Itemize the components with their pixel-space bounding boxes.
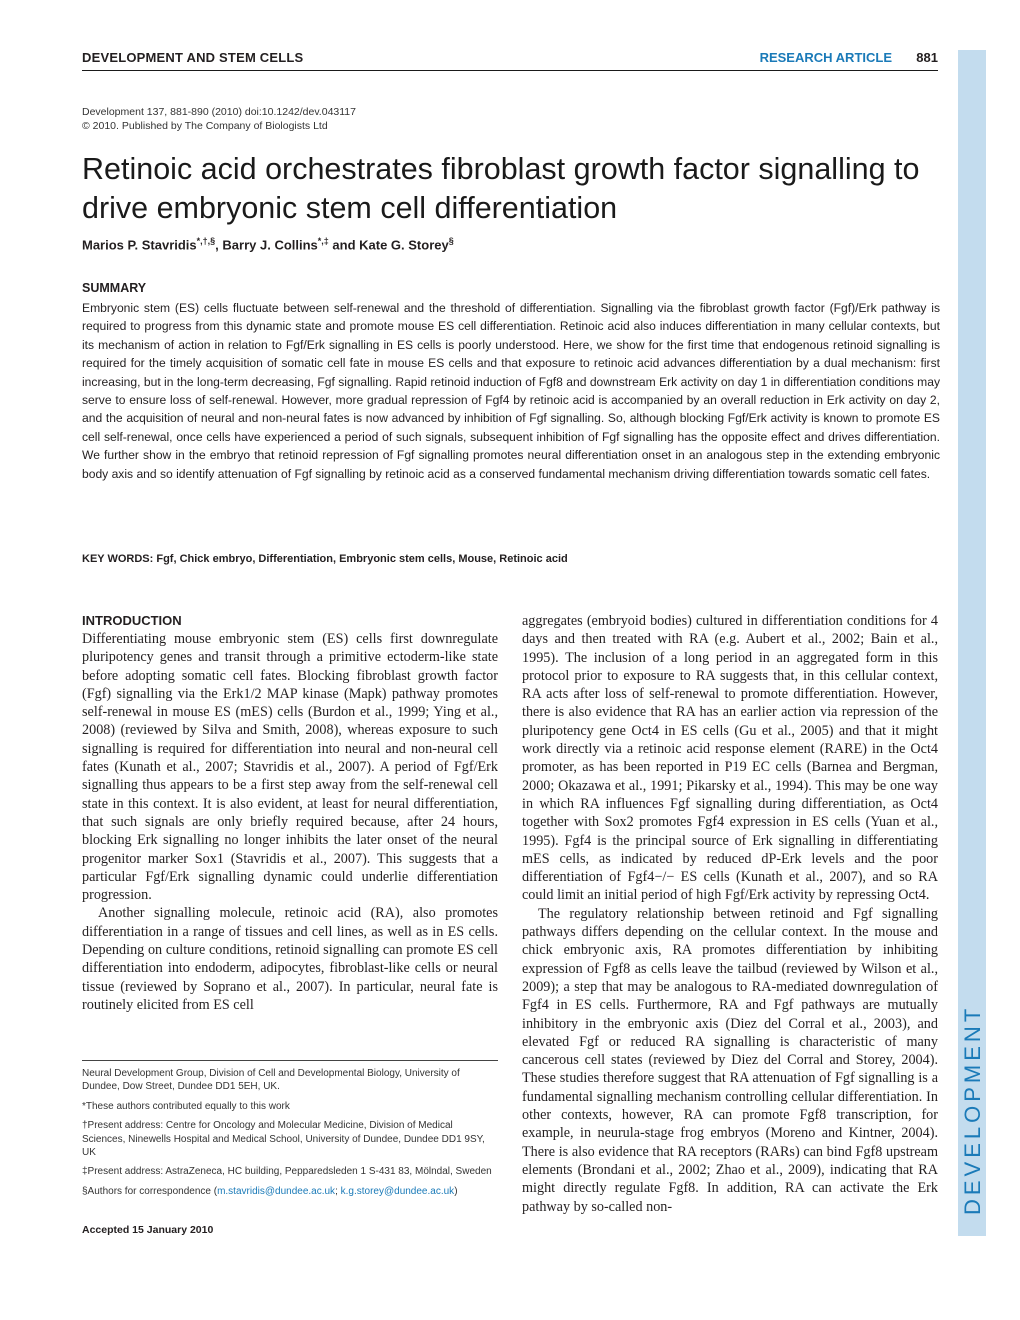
author-list xyxy=(82,236,454,252)
keywords: KEY WORDS: Fgf, Chick embryo, Differentiation, Embryonic stem cells, Mouse, Retinoic acid xyxy=(82,553,568,565)
email-link[interactable]: m.stavridis@dundee.ac.uk xyxy=(217,1185,336,1197)
page-number: 881 xyxy=(916,50,938,65)
author-marks: § xyxy=(448,236,454,246)
summary-heading: SUMMARY xyxy=(82,281,147,295)
correspondence xyxy=(82,1185,498,1198)
accepted-date: Accepted 15 January 2010 xyxy=(82,1224,214,1236)
author-separator: and xyxy=(328,237,360,253)
author-name: Marios P. Stavridis xyxy=(82,237,197,253)
article-title: Retinoic acid orchestrates fibroblast growth factor signalling to drive embryonic stem cell differentiation xyxy=(82,152,920,225)
paragraph: The regulatory relationship between retinoid and Fgf signalling pathways differs depending on the cellular context. In the mouse and chick embryonic axis, RA promotes differentiation by inhibiting expression of Fgf8 as cells leave the tailbud (reviewed by Wilson et al., 2009); a step that may be analogous to RA-mediated downregulation of Fgf4 in ES cells. Furthermore, RA and Fgf pathways are mutually inhibitory in the embryonic axis (Diez del Corral et al., 2003), and elevated Fgf or reduced RA signalling is characteristic of many cancerous cell states (reviewed by Diez del Corral and Storey, 2004). These studies therefore suggest that RA attenuation of Fgf signalling is a fundamental signalling mechanism controlling cellular differentiation. In other contexts, however, RA can promote Fgf8 transcription, for example, in neurula-stage frog embryos (Moreno and Kintner, 2004). There is also evidence that RA receptors (RARs) can bind Fgf8 upstream elements (Brondani et al., 2002; Zhao et al., 2009), indicating that RA might directly regulate Fgf8. In addition, RA can activate the Erk pathway by so-called non- xyxy=(522,905,938,1215)
correspondence-label: §Authors for correspondence ( xyxy=(82,1185,218,1197)
footnote: *These authors contributed equally to this work xyxy=(82,1100,290,1112)
footnote: †Present address: Centre for Oncology and Molecular Medicine, Division of Medical Sciences, Ninewells Hospital and Medical School, University of Dundee, Dundee DD1 9SY, UK xyxy=(82,1120,485,1159)
introduction-heading: INTRODUCTION xyxy=(82,613,182,628)
email-link[interactable]: k.g.storey@dundee.ac.uk xyxy=(340,1185,455,1197)
author-name: Kate G. Storey xyxy=(359,237,449,253)
copyright-line: © 2010. Published by The Company of Biologists Ltd xyxy=(82,120,328,132)
affiliation: Neural Development Group, Division of Cell and Developmental Biology, University of Dundee, Dow Street, Dundee DD1 5EH, UK. xyxy=(82,1068,460,1093)
journal-section: DEVELOPMENT AND STEM CELLS xyxy=(82,50,304,65)
paragraph: Differentiating mouse embryonic stem (ES) cells first downregulate pluripotency genes and transit through a primitive ectoderm-like state before adopting somatic cell fates. Blocking fibroblast growth factor (Fgf) signalling via the Erk1/2 MAP kinase (Mapk) pathway promotes self-renewal in mouse ES (mES) cells (Burdon et al., 1999; Ying et al., 2008) (reviewed by Silva and Smith, 2008), whereas exposure to such signalling is required for differentiation into neural and non-neural cell fates (Kunath et al., 2007; Stavridis et al., 2007). A period of Fgf/Erk signalling thus appears to be a first step away from the self-renewal cell state in this context. It is also evident, at least for neural differentiation, that such signals are only briefly required because, after 24 hours, blocking Erk signalling no longer inhibits the later onset of the neural progenitor marker Sox1 (Stavridis et al., 2007). This suggests that a particular Fgf/Erk signalling dynamic could underlie differentiation progression. xyxy=(82,631,498,904)
citation-line: Development 137, 881-890 (2010) doi:10.1242/dev.043117 xyxy=(82,106,356,118)
right-column xyxy=(522,612,938,1216)
footnotes xyxy=(82,1067,498,1204)
summary-text: Embryonic stem (ES) cells fluctuate between self-renewal and the threshold of differentiation. Signalling via the fibroblast growth factor (Fgf)/Erk pathway is required to progress from this dynamic state and promote mouse ES cell differentiation. Retinoic acid also induces differentiation in many cellular contexts, but its mechanism of action in relation to Fgf/Erk signalling in ES cells is poorly understood. Here, we show for the first time that endogenous retinoid signalling is required for the timely acquisition of somatic cell fate in mouse ES cells and that exposure to retinoic acid advances differentiation by a dual mechanism: first increasing, but in the long-term decreasing, Fgf signalling. Rapid retinoid induction of Fgf8 and downstream Erk activity on day 1 in differentiation conditions may serve to ensure loss of self-renewal. However, more gradual repression of Fgf4 by retinoic acid is accompanied by an overall reduction in Erk activity on day 2, and the acquisition of neural and non-neural fates is now advanced by inhibition of Fgf signalling. So, although blocking Fgf/Erk activity is known to promote ES cell self-renewal, once cells have experienced a period of such signals, subsequent inhibition of Fgf signalling has the opposite effect and drives differentiation. We further show in the embryo that retinoid repression of Fgf signalling promotes neural differentiation onset in an analogous step in the extending embryonic body axis and so identify attenuation of Fgf signalling by retinoic acid as a conserved fundamental mechanism driving differentiation towards somatic cell fates. xyxy=(82,301,940,481)
article-type: RESEARCH ARTICLE xyxy=(759,50,892,65)
correspondence-close: ) xyxy=(454,1185,458,1197)
left-column xyxy=(82,612,498,1014)
author-name: Barry J. Collins xyxy=(222,237,318,253)
side-label: DEVELOPMENT xyxy=(960,1004,985,1215)
footnote: ‡Present address: AstraZeneca, HC building, Pepparedsleden 1 S-431 83, Mölndal, Sweden xyxy=(82,1166,492,1178)
author-marks: *,†,§ xyxy=(196,236,216,246)
author-separator: , xyxy=(215,237,223,253)
citation xyxy=(82,105,356,133)
paragraph: aggregates (embryoid bodies) cultured in differentiation conditions for 4 days and then treated with RA (e.g. Aubert et al., 2002; Bain et al., 1995). The inclusion of a long period in an aggregated form in this protocol prior to exposure to RA suggests that, in this cellular context, RA acts after loss of self-renewal to promote differentiation. However, there is also evidence that RA has an earlier action via repression of the pluripotency gene Oct4 in ES cells (Gu et al., 2005) and that it might work directly via a retinoic acid response element (RARE) in the Oct4 promoter, as has been reported in P19 EC cells (Barnea and Bergman, 2000; Okazawa et al., 1991; Pikarsky et al., 1994). This may be one way in which RA influences Fgf signalling during differentiation, as Oct4 together with Sox2 promotes Fgf4 expression in ES cells (Yuan et al., 1995). Fgf4 is the principal source of Erk signalling in differentiating mES cells, as indicated by reduced dP-Erk levels and the poor differentiation of Fgf4−/− ES cells (Kunath et al., 2007), and so RA could limit an initial period of high Fgf/Erk activity by repressing Oct4. xyxy=(522,613,938,904)
paragraph: Another signalling molecule, retinoic acid (RA), also promotes differentiation in a range of tissues and cell lines, as well as in ES cells. Depending on culture conditions, retinoid signalling can promote ES cell differentiation into endoderm, adipocytes, fibroblast-like cells or neural tissue (reviewed by Soprano et al., 2007). In particular, neural fate is routinely elicited from ES cell xyxy=(82,905,498,1013)
email-separator: ; xyxy=(335,1185,341,1197)
author-marks: *,‡ xyxy=(317,236,329,246)
footnote-rule xyxy=(82,1060,498,1061)
